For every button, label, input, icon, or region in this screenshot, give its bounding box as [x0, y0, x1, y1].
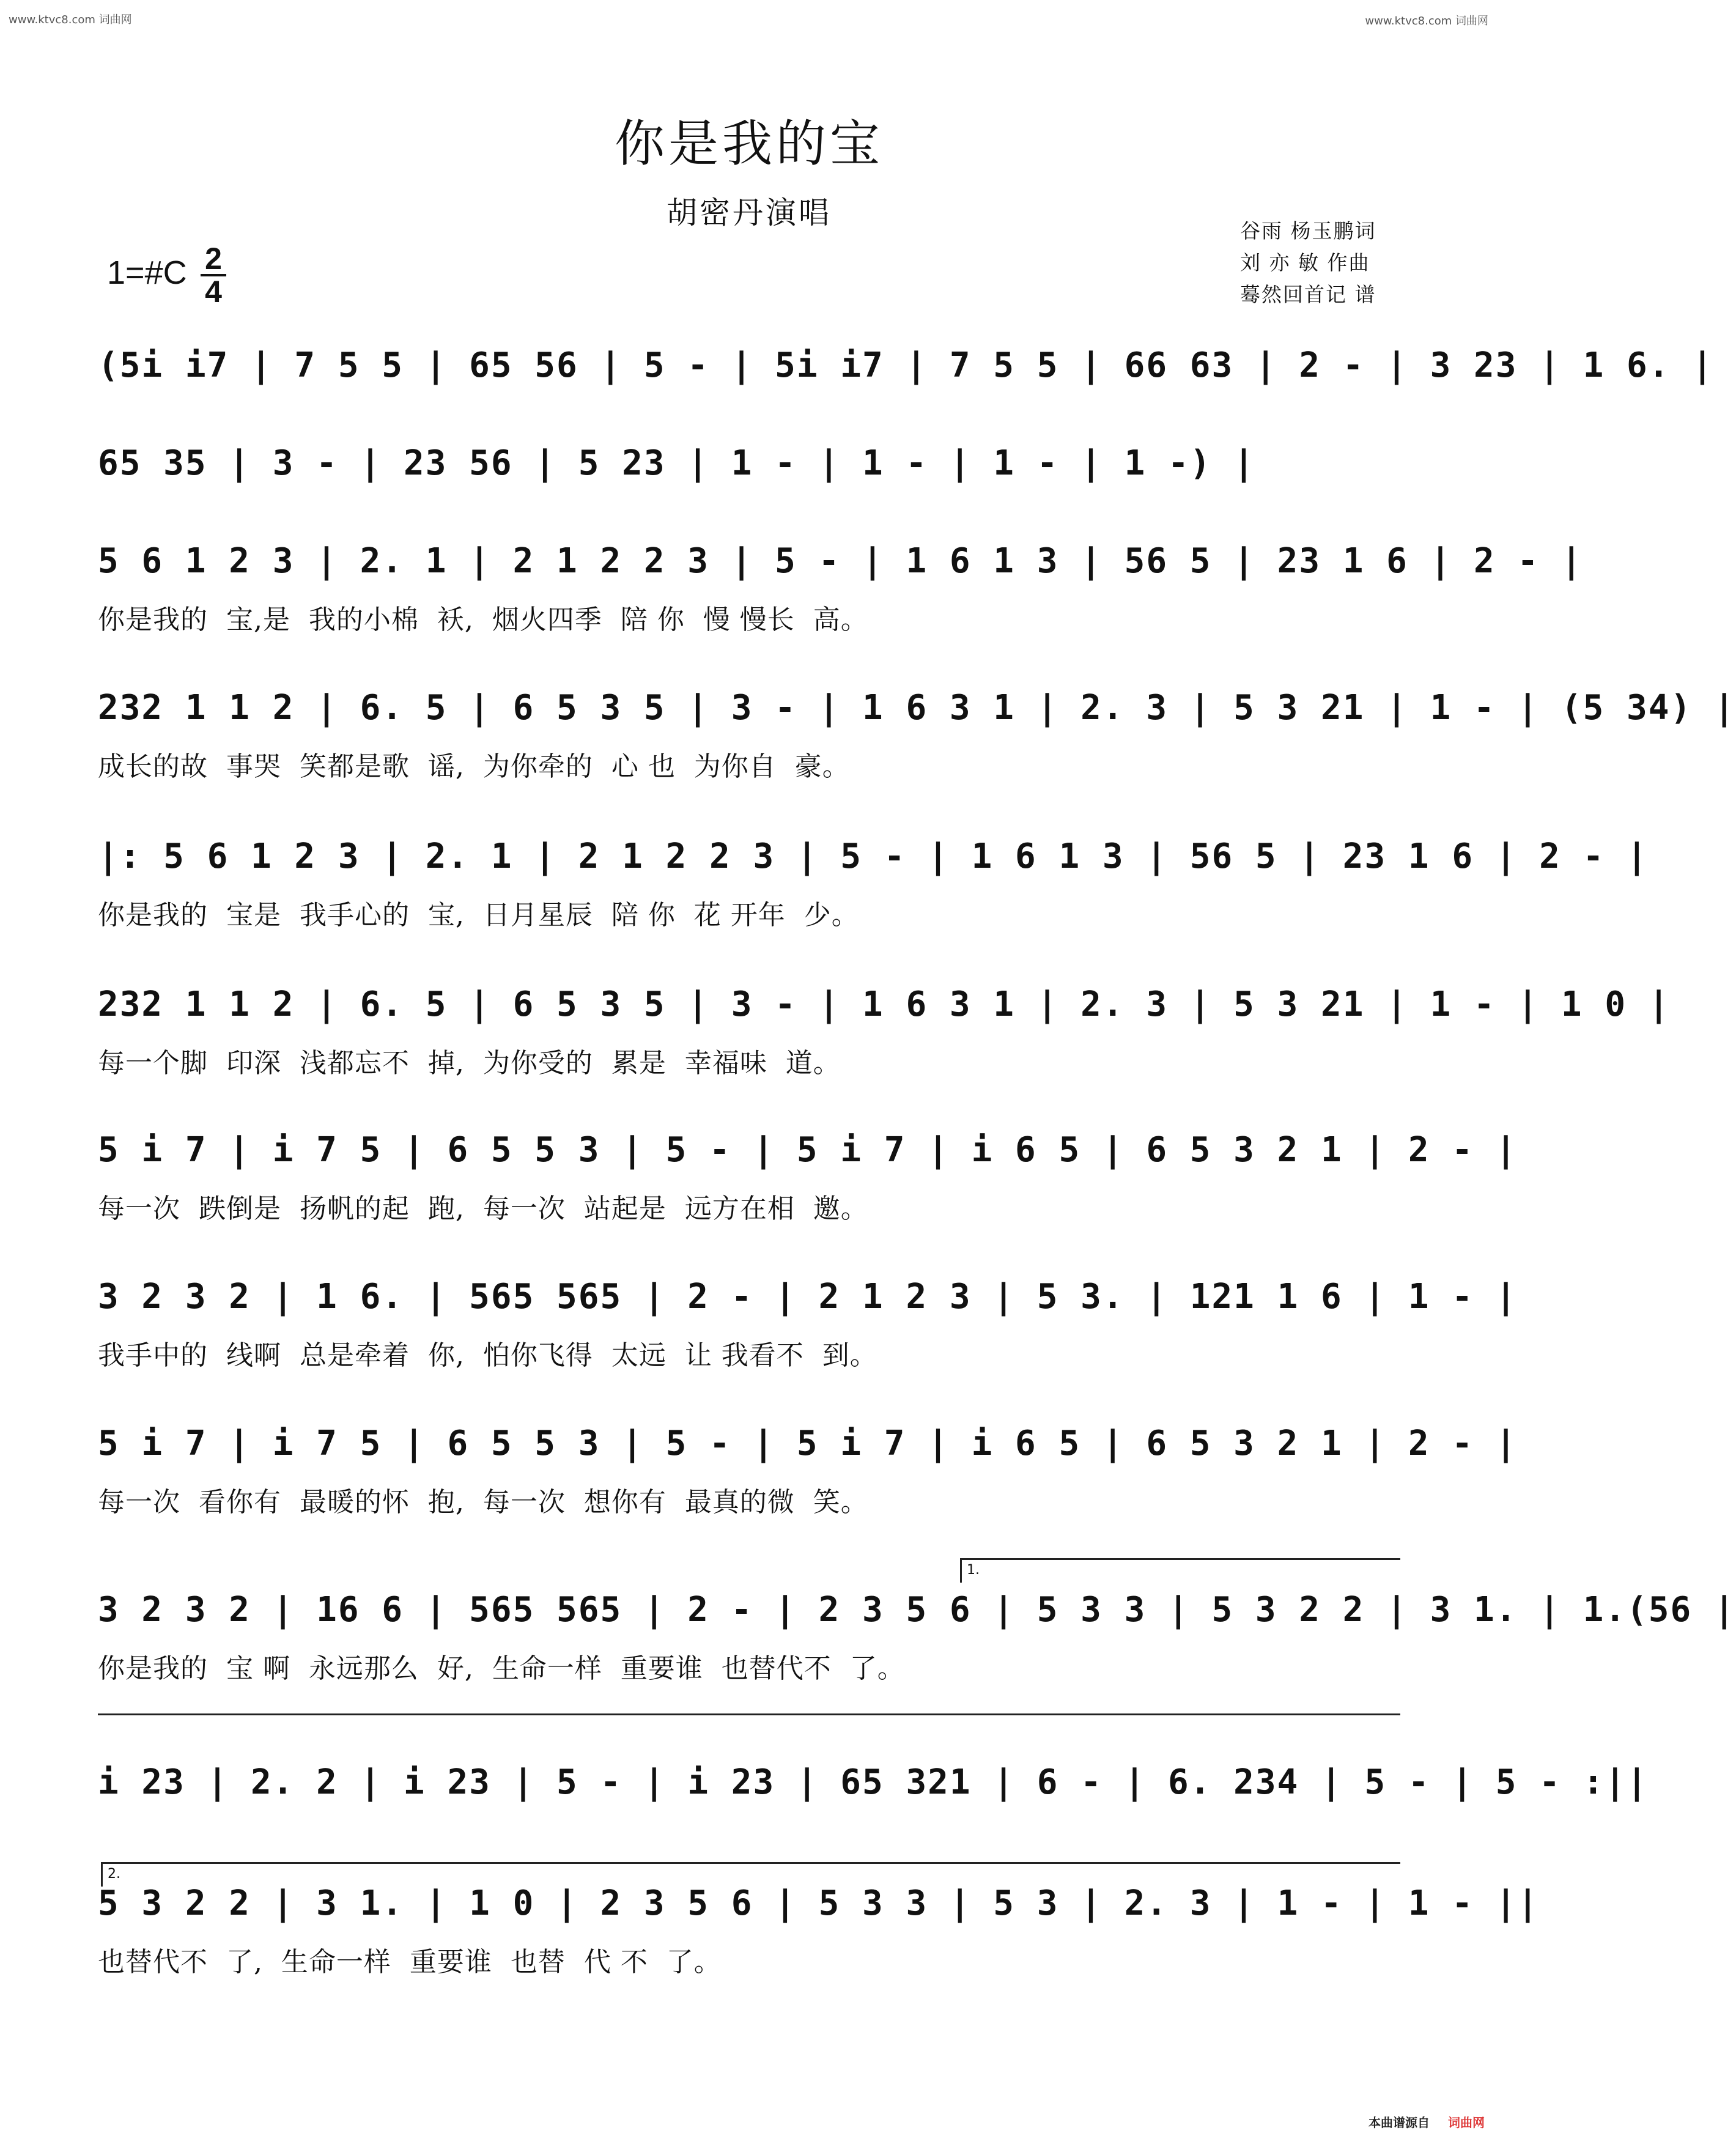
volta-first-ending-line	[98, 1713, 1400, 1715]
credits	[1240, 215, 1376, 311]
notation-line: 5 i 7 | i 7 5 | 6 5 5 3 | 5 - | 5 i 7 | i 6 5 | 6 5 3 2 1 | 2 - |	[98, 1424, 1518, 1463]
credit-lyricist: 谷雨 杨玉鹏词	[1240, 219, 1376, 243]
score-system-6	[98, 985, 1671, 1079]
song-title: 你是我的宝	[614, 115, 884, 173]
notation-line: 65 35 | 3 - | 23 56 | 5 23 | 1 - | 1 - | 1 - | 1 -) |	[98, 443, 1255, 483]
notation-line: 232 1 1 2 | 6. 5 | 6 5 3 5 | 3 - | 1 6 3 1 | 2. 3 | 5 3 21 | 1 - | 1 0 |	[98, 985, 1671, 1024]
notation-line: (5i i7 | 7 5 5 | 65 56 | 5 - | 5i i7 | 7 5 5 | 66 63 | 2 - | 3 23 | 1 6. |	[98, 346, 1714, 385]
notation-line: 5 3 2 2 | 3 1. | 1 0 | 2 3 5 6 | 5 3 3 | 5 3 | 2. 3 | 1 - | 1 - ||	[98, 1883, 1540, 1923]
notation-line: i 23 | 2. 2 | i 23 | 5 - | i 23 | 65 321 | 6 - | 6. 234 | 5 - | 5 - :||	[98, 1762, 1649, 1802]
site-watermark-right: www.ktvc8.com 词曲网	[1365, 15, 1488, 28]
score-system-1	[98, 346, 1714, 394]
lyric-line: 我手中的 线啊 总是牵着 你, 怕你飞得 太远 让 我看不 到。	[98, 1340, 877, 1371]
meter-bottom: 4	[205, 275, 222, 309]
credit-composer: 刘 亦 敏 作曲	[1240, 251, 1370, 275]
lyric-line: 成长的故 事哭 笑都是歌 谣, 为你牵的 心 也 为你自 豪。	[98, 751, 850, 782]
time-signature	[201, 243, 226, 307]
score-system-12	[98, 1883, 1540, 1978]
footer-source-text: 本曲谱源自	[1368, 2115, 1430, 2130]
lyric-line: 每一个脚 印深 浅都忘不 掉, 为你受的 累是 幸福味 道。	[98, 1048, 841, 1079]
notation-line: 5 6 1 2 3 | 2. 1 | 2 1 2 2 3 | 5 - | 1 6 1 3 | 56 5 | 23 1 6 | 2 - |	[98, 541, 1583, 581]
notation-line: |: 5 6 1 2 3 | 2. 1 | 2 1 2 2 3 | 5 - | 1 6 1 3 | 56 5 | 23 1 6 | 2 - |	[98, 837, 1649, 876]
lyric-line: 你是我的 宝是 我手心的 宝, 日月星辰 陪 你 花 开年 少。	[98, 900, 859, 931]
score-system-10	[98, 1590, 1736, 1684]
notation-line: 3 2 3 2 | 16 6 | 565 565 | 2 - | 2 3 5 6 | 5 3 3 | 5 3 2 2 | 3 1. | 1.(56 |	[98, 1590, 1736, 1630]
score-system-5	[98, 837, 1649, 931]
lyric-line: 每一次 看你有 最暖的怀 抱, 每一次 想你有 最真的微 笑。	[98, 1487, 868, 1518]
volta-second-ending: 2.	[101, 1862, 1400, 1887]
credit-transcriber: 蓦然回首记 谱	[1240, 283, 1376, 306]
score-system-4	[98, 688, 1736, 782]
footer-brand: 词曲网	[1448, 2115, 1485, 2130]
singer-line: 胡密丹演唱	[667, 195, 832, 231]
lyric-line: 也替代不 了, 生命一样 重要谁 也替 代 不 了。	[98, 1946, 722, 1978]
lyric-line: 每一次 跌倒是 扬帆的起 跑, 每一次 站起是 远方在相 邀。	[98, 1193, 868, 1224]
volta-first-ending: 1.	[960, 1558, 1400, 1583]
site-watermark-left: www.ktvc8.com 词曲网	[9, 13, 132, 26]
score-system-11	[98, 1762, 1649, 1811]
score-system-2	[98, 443, 1400, 492]
score-system-3	[98, 541, 1583, 635]
lyric-line: 你是我的 宝,是 我的小棉 袄, 烟火四季 陪 你 慢 慢长 高。	[98, 604, 868, 635]
notation-line: 5 i 7 | i 7 5 | 6 5 5 3 | 5 - | 5 i 7 | i 6 5 | 6 5 3 2 1 | 2 - |	[98, 1130, 1518, 1170]
key-signature: 1=#C	[107, 254, 187, 291]
meter-top: 2	[205, 242, 222, 276]
score-system-7	[98, 1130, 1518, 1224]
score-system-9	[98, 1424, 1518, 1518]
notation-line: 232 1 1 2 | 6. 5 | 6 5 3 5 | 3 - | 1 6 3 1 | 2. 3 | 5 3 21 | 1 - | (5 34) |	[98, 688, 1736, 728]
lyric-line: 你是我的 宝 啊 永远那么 好, 生命一样 重要谁 也替代不 了。	[98, 1653, 905, 1684]
notation-line: 3 2 3 2 | 1 6. | 565 565 | 2 - | 2 1 2 3 | 5 3. | 121 1 6 | 1 - |	[98, 1277, 1518, 1317]
score-system-8	[98, 1277, 1518, 1371]
footer-source	[1368, 2113, 1485, 2131]
